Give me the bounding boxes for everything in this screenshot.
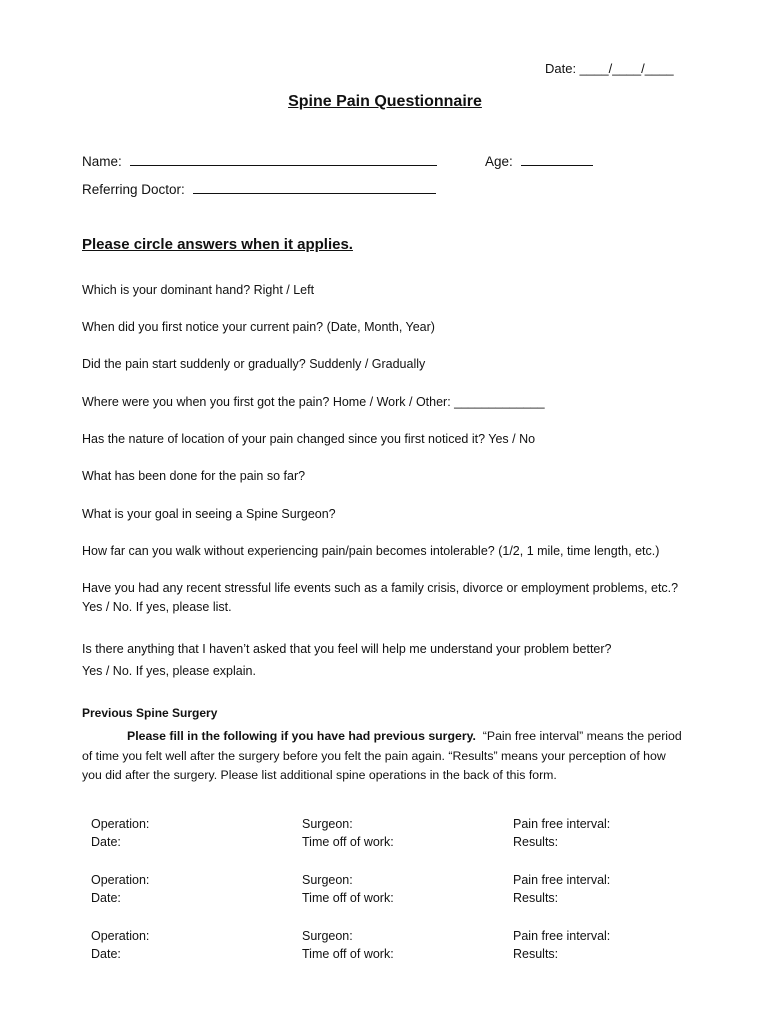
time-off-label: Time off of work: xyxy=(302,891,394,905)
question-pain-changed: Has the nature of location of your pain changed since you first noticed it? Yes / No xyxy=(82,432,536,446)
results-label: Results: xyxy=(513,947,559,961)
question-anything-else: Is there anything that I haven’t asked that you feel will help me understand your problem better? xyxy=(82,642,612,656)
pain-free-label: Pain free interval: xyxy=(513,817,611,831)
pain-free-label: Pain free interval: xyxy=(513,873,611,887)
question-pain-location: Where were you when you first got the pain? Home / Work / Other: _____________ xyxy=(82,395,545,409)
referring-doctor-label: Referring Doctor: xyxy=(82,182,185,197)
date-label: Date: ____/____/____ xyxy=(545,61,674,76)
instruction-heading: Please circle answers when it applies. xyxy=(82,236,353,253)
question-stressful-events-answer: Yes / No. If yes, please list. xyxy=(82,600,232,614)
surgery-text: “Pain free interval” means the period of time you felt well after the surgery before you felt the pain again. “Results” means your perception of how you did after the surgery. Please list additional spine operations in the back of this form. xyxy=(82,729,682,782)
referring-doctor-field[interactable] xyxy=(193,180,436,194)
surgery-instructions xyxy=(82,727,682,786)
time-off-label: Time off of work: xyxy=(302,835,394,849)
question-goal: What is your goal in seeing a Spine Surgeon? xyxy=(82,507,336,521)
date-label: Date: xyxy=(91,891,121,905)
date-label: Date: xyxy=(91,835,121,849)
referring-field-row xyxy=(82,180,436,197)
operation-label: Operation: xyxy=(91,929,150,943)
operation-label: Operation: xyxy=(91,817,150,831)
question-anything-else-answer: Yes / No. If yes, please explain. xyxy=(82,664,256,678)
page-title: Spine Pain Questionnaire xyxy=(288,93,482,110)
age-label: Age: xyxy=(485,154,513,169)
operation-label: Operation: xyxy=(91,873,150,887)
time-off-label: Time off of work: xyxy=(302,947,394,961)
pain-free-label: Pain free interval: xyxy=(513,929,611,943)
age-field-row xyxy=(485,152,593,169)
surgeon-label: Surgeon: xyxy=(302,929,353,943)
question-pain-onset-date: When did you first notice your current pain? (Date, Month, Year) xyxy=(82,320,435,334)
surgery-heading: Previous Spine Surgery xyxy=(82,706,218,720)
name-field-row xyxy=(82,152,437,169)
question-walk-distance: How far can you walk without experiencing pain/pain becomes intolerable? (1/2, 1 mile, time length, etc.) xyxy=(82,544,660,558)
results-label: Results: xyxy=(513,891,559,905)
question-treatment-so-far: What has been done for the pain so far? xyxy=(82,469,306,483)
question-dominant-hand: Which is your dominant hand? Right / Left xyxy=(82,283,315,297)
question-stressful-events: Have you had any recent stressful life events such as a family crisis, divorce or employment problems, etc.? xyxy=(82,581,679,595)
name-field[interactable] xyxy=(130,152,437,166)
date-label: Date: xyxy=(91,947,121,961)
name-label: Name: xyxy=(82,154,122,169)
surgery-lead: Please fill in the following if you have had previous surgery. xyxy=(127,729,476,743)
results-label: Results: xyxy=(513,835,559,849)
question-pain-start: Did the pain start suddenly or gradually? Suddenly / Gradually xyxy=(82,357,426,371)
surgeon-label: Surgeon: xyxy=(302,817,353,831)
surgeon-label: Surgeon: xyxy=(302,873,353,887)
age-field[interactable] xyxy=(521,152,593,166)
